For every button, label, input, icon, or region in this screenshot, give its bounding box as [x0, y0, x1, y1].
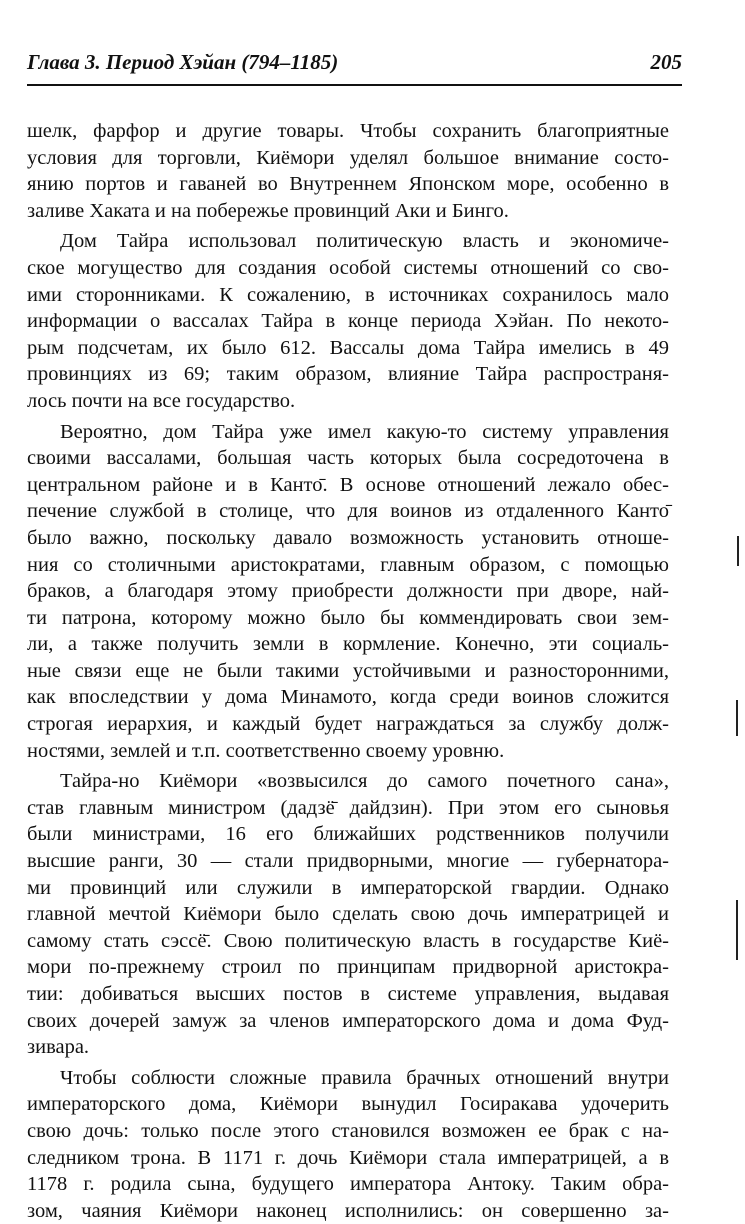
text-line: было важно, поскольку давало возможность установить отноше- — [27, 526, 669, 549]
text-line: печение службой в столице, что для воинов из отдаленного Канто̄ — [27, 500, 669, 523]
text-line: Тайра-но Киёмори «возвысился до самого почетного сана», — [60, 770, 669, 793]
paragraph — [27, 1065, 669, 1224]
text-line: ми провинций или служили в императорской гвардии. Однако — [27, 876, 669, 899]
text-line: ти патрона, которому можно было бы коммендировать свои зем- — [27, 606, 669, 629]
text-line: Дом Тайра использовал политическую власть и экономиче- — [60, 230, 669, 253]
paragraph — [27, 768, 669, 1061]
paragraph — [27, 118, 669, 224]
text-line: рым подсчетам, их было 612. Вассалы дома Тайра имелись в 49 — [27, 336, 669, 359]
text-line: лось почти на все государство. — [27, 389, 296, 412]
text-line: ния со столичными аристократами, главным образом, с помощью — [27, 553, 669, 576]
text-line: самому стать сэссё̄. Свою политическую власть в государстве Киё- — [27, 929, 669, 952]
text-line: высшие ранги, 30 — стали придворными, многие — губернатора- — [27, 850, 669, 873]
margin-mark — [736, 700, 738, 736]
paragraph — [27, 228, 669, 414]
text-line: 1178 г. родила сына, будущего императора Антоку. Таким обра- — [27, 1173, 669, 1196]
text-line: провинциях из 69; таким образом, влияние Тайра распространя- — [27, 363, 669, 386]
text-line: строгая иерархия, и каждый будет награждаться за службу долж- — [27, 713, 669, 736]
margin-mark — [737, 536, 739, 566]
text-line: условия для торговли, Киёмори уделял большое внимание состо- — [27, 146, 669, 169]
text-line: главной мечтой Киёмори было сделать свою дочь императрицей и — [27, 903, 669, 926]
text-line: ностями, землей и т.п. соответственно своему уровню. — [27, 739, 505, 762]
text-line: тии: добиваться высших постов в системе управления, выдавая — [27, 983, 669, 1005]
text-line: Вероятно, дом Тайра уже имел какую-то систему управления — [60, 420, 669, 443]
text-line: янию портов и гаваней во Внутреннем Японском море, особенно в — [27, 173, 669, 196]
text-line: как впоследствии у дома Минамото, когда среди воинов сложится — [27, 686, 669, 709]
page-number: 205 — [650, 50, 682, 74]
text-line: зивара. — [27, 1036, 90, 1059]
text-line: шелк, фарфор и другие товары. Чтобы сохранить благоприятные — [27, 120, 669, 142]
text-line: заливе Хаката и на побережье провинций Аки и Бинго. — [27, 199, 509, 222]
text-line: центральном районе и в Канто̄. В основе отношений лежало обес- — [27, 473, 669, 496]
text-line: были министрами, 16 его ближайших родственников получили — [27, 823, 669, 846]
text-line: мори по-прежнему строил по принципам придворной аристокра- — [27, 956, 669, 979]
text-line: Чтобы соблюсти сложные правила брачных отношений внутри — [60, 1066, 669, 1089]
paragraph — [27, 419, 669, 765]
text-line: свою дочь: только после этого становился возможен ее брак с на- — [27, 1119, 669, 1142]
margin-mark — [736, 900, 738, 960]
text-line: став главным министром (дадзё̄ дайдзин). При этом его сыновья — [27, 796, 669, 819]
text-line: информации о вассалах Тайра в конце периода Хэйан. По некото- — [27, 310, 669, 333]
text-line: императорского дома, Киёмори вынудил Госиракава удочерить — [27, 1093, 669, 1116]
chapter-title: Глава 3. Период Хэйан (794–1185) — [27, 50, 339, 74]
text-line: своих дочерей замуж за членов императорского дома и дома Фуд- — [27, 1009, 669, 1032]
text-line: браков, а благодаря этому приобрести должности при дворе, най- — [27, 580, 669, 603]
text-line: своими вассалами, большая часть которых была сосредоточена в — [27, 447, 669, 470]
text-line: следником трона. В 1171 г. дочь Киёмори стала императрицей, а в — [27, 1146, 669, 1169]
body-text — [27, 118, 669, 1224]
running-header — [27, 44, 682, 86]
text-line: ли, а также получить земли в кормление. Конечно, эти социаль- — [27, 633, 669, 656]
text-line: ими сторонниками. К сожалению, в источниках сохранилось мало — [27, 283, 669, 306]
text-line: ные связи еще не были такими устойчивыми и разносторонними, — [27, 659, 669, 682]
text-line: зом, чаяния Киёмори наконец исполнились: он совершенно за- — [27, 1199, 669, 1222]
text-line: ское могущество для создания особой системы отношений со сво- — [27, 256, 669, 279]
